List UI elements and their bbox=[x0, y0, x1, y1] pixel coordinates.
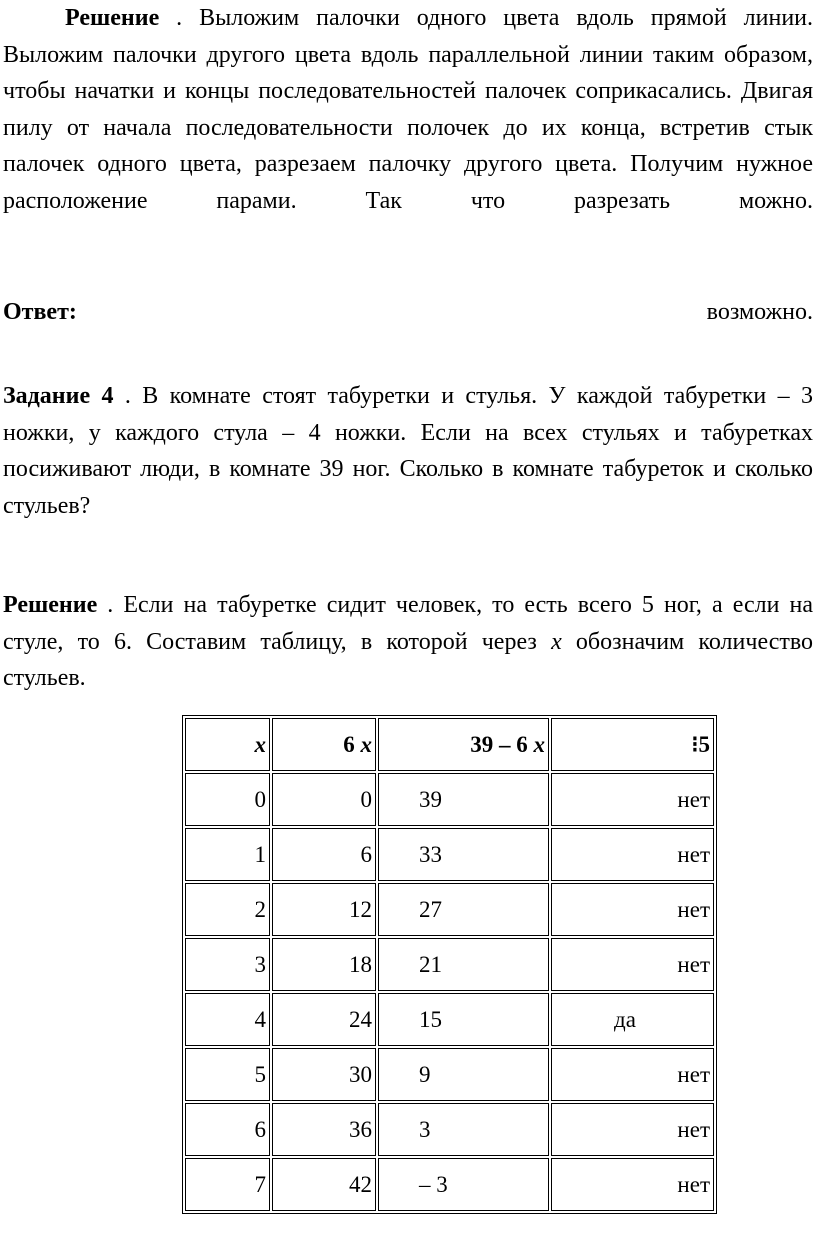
cell-39-minus-6x: 9 bbox=[378, 1048, 549, 1101]
header-divisible-by-5: ⁝5 bbox=[551, 718, 714, 771]
cell-x: 3 bbox=[185, 938, 270, 991]
values-table bbox=[182, 715, 717, 1214]
cell-39-minus-6x: 33 bbox=[378, 828, 549, 881]
solution-3-line-2: Выложим палочки другого цвета вдоль параллельной линии таким образом, bbox=[3, 41, 813, 68]
cell-x: 1 bbox=[185, 828, 270, 881]
answer-label: Ответ: bbox=[3, 299, 77, 325]
header-x-text: x bbox=[254, 731, 266, 757]
header-6x-num: 6 bbox=[343, 731, 355, 757]
table-row bbox=[185, 828, 714, 881]
cell-x: 7 bbox=[185, 1158, 270, 1211]
cell-divisible-by-5: нет bbox=[551, 883, 714, 936]
cell-divisible-by-5: нет bbox=[551, 938, 714, 991]
solution-3-line-4: пилу от начала последовательности полочек до их конца, встретив стык bbox=[3, 114, 813, 141]
task-4-line-4: стульев? bbox=[3, 492, 91, 519]
table-row bbox=[185, 1158, 714, 1211]
cell-divisible-by-5: нет bbox=[551, 1103, 714, 1156]
cell-39-minus-6x: – 3 bbox=[378, 1158, 549, 1211]
table-row bbox=[185, 1048, 714, 1101]
solution-4-text-1: . Если на табуретке сидит человек, то есть всего 5 ног, а если на bbox=[107, 592, 814, 618]
solution-3-text-1: . Выложим палочки одного цвета вдоль прямой линии. bbox=[176, 5, 813, 31]
task-4-line-2: ножки, у каждого стула – 4 ножки. Если на всех стульях и табуретках bbox=[3, 419, 813, 446]
header-6x-var: x bbox=[360, 731, 372, 757]
cell-divisible-by-5: нет bbox=[551, 828, 714, 881]
header-39-minus-6x-var: x bbox=[533, 731, 545, 757]
cell-39-minus-6x: 21 bbox=[378, 938, 549, 991]
cell-x: 5 bbox=[185, 1048, 270, 1101]
cell-6x: 18 bbox=[272, 938, 376, 991]
solution-3-label: Решение bbox=[65, 5, 160, 31]
task-4-line-1 bbox=[3, 378, 813, 415]
cell-39-minus-6x: 15 bbox=[378, 993, 549, 1046]
cell-x: 0 bbox=[185, 773, 270, 826]
solution-4-line-3: стульев. bbox=[3, 665, 86, 691]
solution-4-variable-x: x bbox=[551, 628, 562, 655]
cell-39-minus-6x: 3 bbox=[378, 1103, 549, 1156]
solution-3-paragraph bbox=[3, 0, 813, 219]
cell-6x: 42 bbox=[272, 1158, 376, 1211]
cell-6x: 24 bbox=[272, 993, 376, 1046]
cell-6x: 6 bbox=[272, 828, 376, 881]
cell-x: 2 bbox=[185, 883, 270, 936]
task-4-label: Задание 4 bbox=[3, 383, 114, 409]
table-row bbox=[185, 773, 714, 826]
solution-4-text-2b: обозначим количество bbox=[575, 628, 813, 655]
cell-6x: 0 bbox=[272, 773, 376, 826]
solution-3-line-5: палочек одного цвета, разрезаем палочку другого цвета. Получим нужное bbox=[3, 151, 813, 177]
solution-3-line-1 bbox=[3, 0, 813, 37]
table-row bbox=[185, 883, 714, 936]
header-39-minus-6x bbox=[378, 718, 549, 771]
solution-4-text-2a: стуле, то 6. Составим таблицу, в которой через bbox=[3, 628, 537, 655]
cell-x: 4 bbox=[185, 993, 270, 1046]
cell-39-minus-6x: 39 bbox=[378, 773, 549, 826]
answer-row bbox=[3, 294, 813, 330]
cell-x: 6 bbox=[185, 1103, 270, 1156]
table-row bbox=[185, 938, 714, 991]
solution-4-line-2 bbox=[3, 624, 813, 661]
table-row bbox=[185, 993, 714, 1046]
cell-6x: 12 bbox=[272, 883, 376, 936]
header-6x bbox=[272, 718, 376, 771]
cell-39-minus-6x: 27 bbox=[378, 883, 549, 936]
cell-divisible-by-5: нет bbox=[551, 1048, 714, 1101]
solution-3-line-3: чтобы начатки и концы последовательностей палочек соприкасались. Двигая bbox=[3, 78, 813, 104]
cell-6x: 36 bbox=[272, 1103, 376, 1156]
cell-divisible-by-5: нет bbox=[551, 773, 714, 826]
task-4-paragraph bbox=[3, 378, 813, 524]
table-header-row bbox=[185, 718, 714, 771]
solution-4-line-1 bbox=[3, 587, 813, 624]
cell-divisible-by-5: нет bbox=[551, 1158, 714, 1211]
answer-value: возможно. bbox=[706, 299, 813, 325]
solution-4-label: Решение bbox=[3, 592, 98, 618]
task-4-text-1: . В комнате стоят табуретки и стулья. У каждой табуретки – 3 bbox=[124, 383, 813, 409]
table-row bbox=[185, 1103, 714, 1156]
solution-4-paragraph bbox=[3, 587, 813, 697]
header-x bbox=[185, 718, 270, 771]
cell-divisible-by-5: да bbox=[551, 993, 714, 1046]
cell-6x: 30 bbox=[272, 1048, 376, 1101]
task-4-line-3: посиживают люди, в комнате 39 ног. Сколько в комнате табуреток и сколько bbox=[3, 456, 813, 482]
header-39-minus-6x-text: 39 – 6 bbox=[470, 731, 528, 757]
solution-3-line-6: расположение парами. Так что разрезать можно. bbox=[3, 187, 813, 214]
